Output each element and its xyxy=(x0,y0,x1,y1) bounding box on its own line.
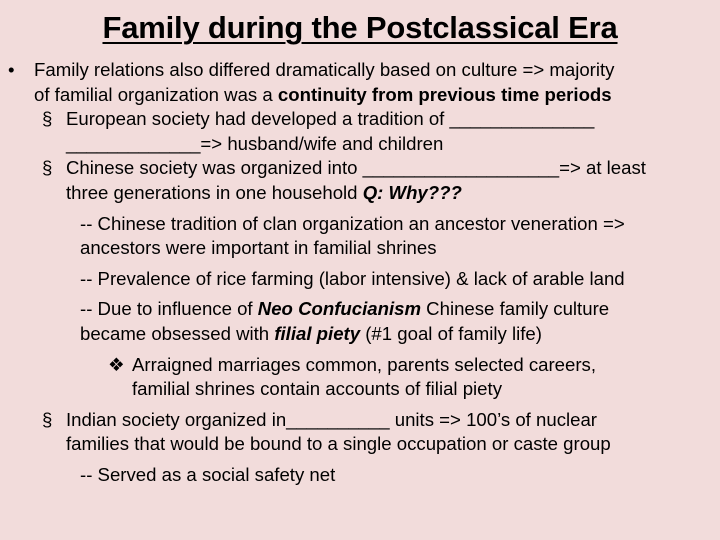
p1-line2-bold: continuity from previous time periods xyxy=(277,83,612,105)
chinese-sub3-line2-pre: became obsessed with xyxy=(80,322,275,344)
bullet-line xyxy=(0,432,720,457)
chinese-diamond-line2: familial shrines contain accounts of filial piety xyxy=(132,378,502,400)
square-bullet-icon: § xyxy=(42,108,53,130)
bullet-line xyxy=(0,236,720,261)
p1-line1: Family relations also differed dramatically based on culture => majority xyxy=(34,59,615,80)
european-line2: _____________=> husband/wife and children xyxy=(66,132,444,154)
bullet-line xyxy=(0,212,720,237)
bullet-line xyxy=(0,353,720,378)
diamond-bullet-icon: ❖ xyxy=(108,353,125,375)
bullet-line xyxy=(0,181,720,206)
chinese-question: Q: Why??? xyxy=(362,181,462,203)
square-bullet-icon: § xyxy=(42,408,53,430)
chinese-sub3-line2-term: filial piety xyxy=(274,322,361,344)
slide-title-text: Family during the Postclassical Era xyxy=(102,10,618,45)
chinese-diamond-line1: Arraigned marriages common, parents selected careers, xyxy=(132,353,597,375)
bullet-line xyxy=(0,156,720,181)
slide-body xyxy=(0,58,720,488)
indian-sub1: -- Served as a social safety net xyxy=(80,463,336,485)
chinese-line2-pre: three generations in one household xyxy=(66,181,363,203)
bullet-line xyxy=(0,297,720,322)
chinese-sub1-line2: ancestors were important in familial shrines xyxy=(80,237,437,259)
indian-line2: families that would be bound to a single occupation or caste group xyxy=(66,433,611,455)
p1-line2-pre: of familial organization was a xyxy=(34,83,278,105)
bullet-dot-icon: • xyxy=(8,59,15,80)
chinese-sub2: -- Prevalence of rice farming (labor intensive) & lack of arable land xyxy=(80,267,625,289)
chinese-sub1-line1: -- Chinese tradition of clan organization an ancestor veneration => xyxy=(80,212,625,234)
bullet-line xyxy=(0,107,720,132)
european-line1: European society had developed a tradition of ______________ xyxy=(66,108,595,130)
bullet-line xyxy=(0,408,720,433)
bullet-line xyxy=(0,377,720,402)
indian-line1: Indian society organized in__________ units => 100’s of nuclear xyxy=(66,408,598,430)
chinese-sub3-post: Chinese family culture xyxy=(421,298,610,320)
chinese-sub3-pre: -- Due to influence of xyxy=(80,298,258,320)
slide-title xyxy=(0,8,720,48)
chinese-sub3-line2-post: (#1 goal of family life) xyxy=(360,322,542,344)
bullet-line xyxy=(0,322,720,347)
chinese-line1: Chinese society was organized into ___________________=> at least xyxy=(66,157,646,179)
bullet-line xyxy=(0,58,720,83)
bullet-line xyxy=(0,463,720,488)
chinese-sub3-term: Neo Confucianism xyxy=(257,298,422,320)
square-bullet-icon: § xyxy=(42,157,53,179)
bullet-line xyxy=(0,132,720,157)
bullet-line xyxy=(0,83,720,108)
bullet-line xyxy=(0,267,720,292)
